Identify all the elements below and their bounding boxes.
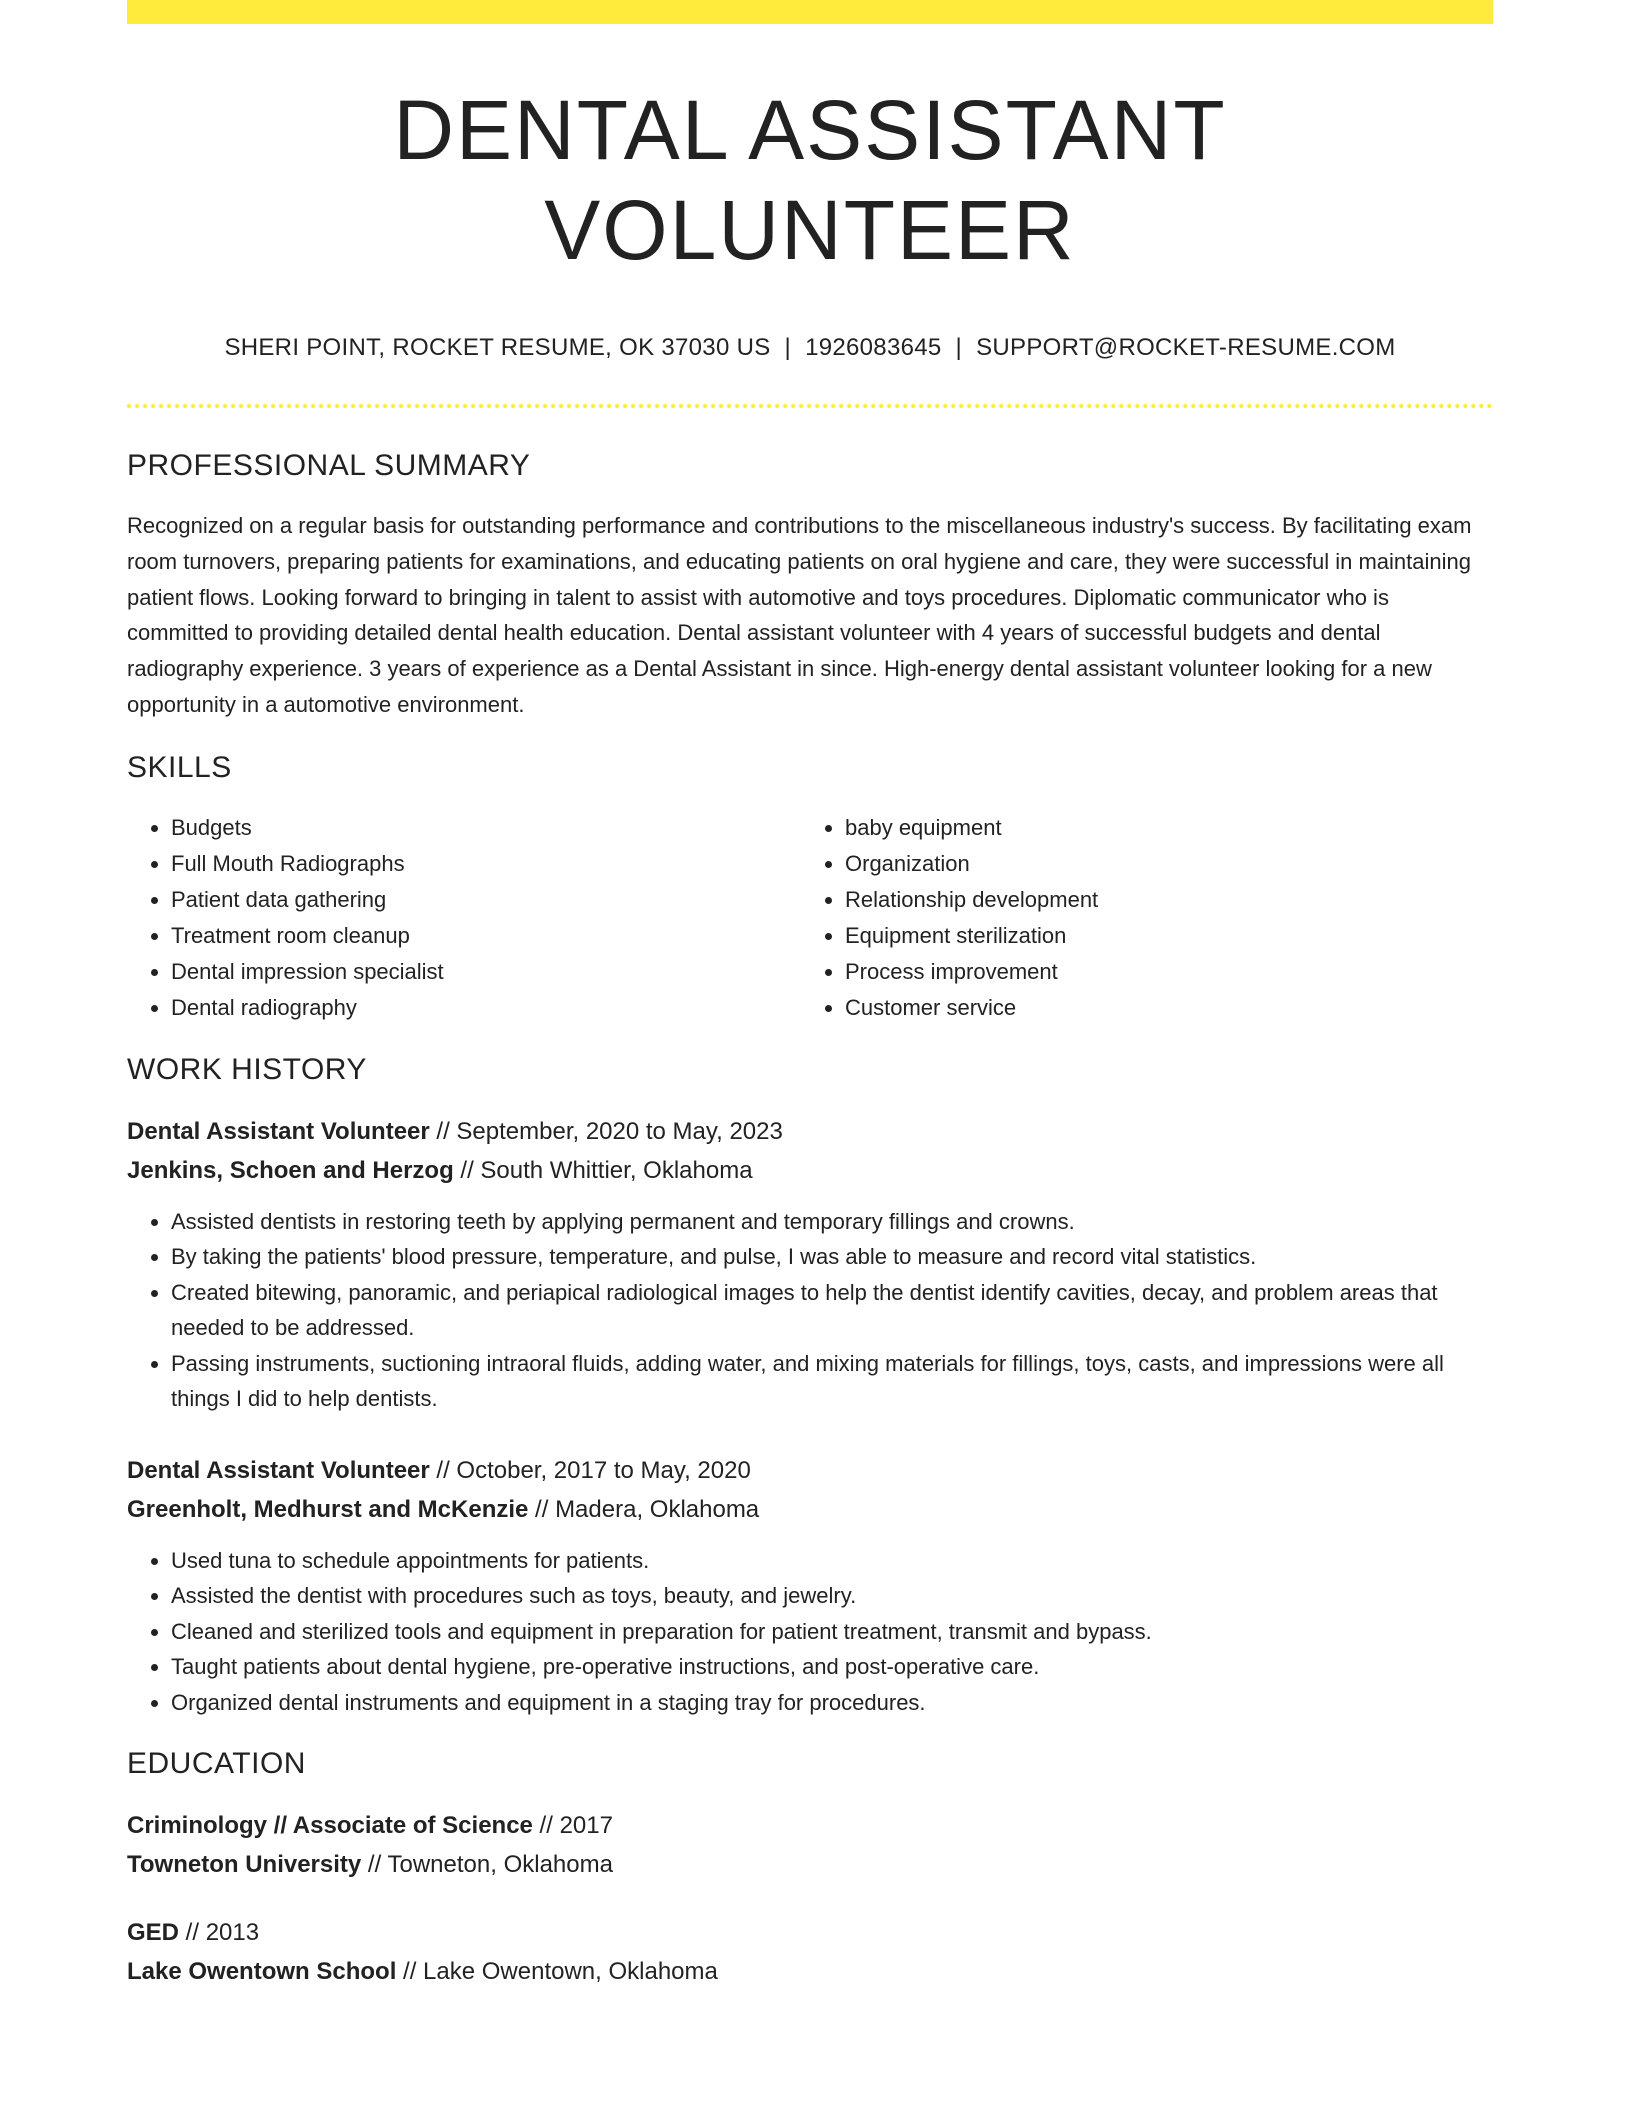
job-company-line [127, 1151, 1493, 1190]
job-bullet: • Organized dental instruments and equipment in a staging tray for procedures. [171, 1685, 1493, 1721]
education-school-line [127, 1952, 1493, 1991]
job-bullet: • Taught patients about dental hygiene, pre-operative instructions, and post-operative care. [171, 1649, 1493, 1685]
skill-item: • Customer service [845, 990, 1475, 1026]
skill-item: • Treatment room cleanup [171, 918, 801, 954]
education-degree-line [127, 1913, 1493, 1952]
skill-item: • Full Mouth Radiographs [171, 846, 801, 882]
work-history-heading: WORK HISTORY [127, 1052, 367, 1086]
skills-list [127, 810, 1493, 1026]
skill-item: • Relationship development [845, 882, 1475, 918]
education-school: Lake Owentown School [127, 1958, 397, 1986]
job-location: // South Whittier, Oklahoma [453, 1156, 753, 1184]
education-entry [127, 1913, 1493, 1991]
resume-page [127, 0, 1493, 1991]
education-degree: Criminology // Associate of Science [127, 1812, 533, 1840]
contact-separator: | [955, 334, 963, 361]
skill-item: • Budgets [171, 810, 801, 846]
contact-line [127, 332, 1493, 364]
skill-item: • Dental impression specialist [171, 954, 801, 990]
job-entry [127, 1112, 1493, 1417]
education-school: Towneton University [127, 1851, 362, 1879]
contact-phone: 1926083645 [805, 334, 942, 361]
skill-item: • baby equipment [845, 810, 1475, 846]
education-year: // 2013 [179, 1919, 260, 1947]
summary-heading: PROFESSIONAL SUMMARY [127, 449, 531, 482]
job-bullet: • Cleaned and sterilized tools and equipment in preparation for patient treatment, transmit and bypass. [171, 1614, 1493, 1650]
contact-address: SHERI POINT, ROCKET RESUME, OK 37030 US [224, 334, 771, 361]
contact-email: SUPPORT@ROCKET-RESUME.COM [976, 334, 1396, 361]
skill-item: • Organization [845, 846, 1475, 882]
job-role: Dental Assistant Volunteer [127, 1117, 430, 1145]
job-dates: // September, 2020 to May, 2023 [429, 1117, 783, 1145]
job-bullet: • Used tuna to schedule appointments for patients. [171, 1543, 1493, 1579]
resume-name: DENTAL ASSISTANT VOLUNTEER [393, 83, 1227, 277]
dotted-divider [127, 404, 1493, 408]
skill-item: • Dental radiography [171, 990, 801, 1026]
skills-column-right [801, 810, 1475, 1026]
job-bullet: • By taking the patients' blood pressure, temperature, and pulse, I was able to measure and record vital statistics. [171, 1239, 1493, 1275]
skills-column-left [127, 810, 801, 1026]
job-company: Greenholt, Medhurst and McKenzie [127, 1495, 529, 1523]
job-bullet: • Assisted the dentist with procedures such as toys, beauty, and jewelry. [171, 1578, 1493, 1614]
education-degree: GED [127, 1919, 180, 1947]
job-bullet: • Passing instruments, suctioning intraoral fluids, adding water, and mixing materials for fillings, toys, casts, and impressions were all things I did to help dentists. [171, 1346, 1493, 1417]
education-school-line [127, 1845, 1493, 1884]
education-location: // Towneton, Oklahoma [361, 1851, 613, 1879]
education-heading: EDUCATION [127, 1747, 306, 1781]
job-company-line [127, 1490, 1493, 1529]
job-bullets [127, 1204, 1493, 1417]
job-bullet: • Created bitewing, panoramic, and periapical radiological images to help the dentist identify cavities, decay, and problem areas that needed to be addressed. [171, 1275, 1493, 1346]
job-bullets [127, 1543, 1493, 1721]
education-entry [127, 1806, 1493, 1884]
skills-heading: SKILLS [127, 750, 232, 784]
job-role: Dental Assistant Volunteer [127, 1456, 430, 1484]
skill-item: • Patient data gathering [171, 882, 801, 918]
job-entry [127, 1451, 1493, 1721]
skill-item: • Equipment sterilization [845, 918, 1475, 954]
education-degree-line [127, 1806, 1493, 1845]
job-role-line [127, 1451, 1493, 1490]
contact-separator: | [784, 334, 792, 361]
job-dates: // October, 2017 to May, 2020 [429, 1456, 751, 1484]
job-bullet: • Assisted dentists in restoring teeth by applying permanent and temporary fillings and crowns. [171, 1204, 1493, 1240]
education-location: // Lake Owentown, Oklahoma [396, 1958, 718, 1986]
skill-item: • Process improvement [845, 954, 1475, 990]
education-year: // 2017 [532, 1812, 613, 1840]
summary-text: Recognized on a regular basis for outstanding performance and contributions to the miscellaneous industry's success. By facilitating exam room turnovers, preparing patients for examinations, and educating patients on oral hygiene and care, they were successful in maintaining patient flows. Looking forward to bringing in talent to assist with automotive and toys procedures. Diplomatic communicator who is committed to providing detailed dental health education. Dental assistant volunteer with 4 years of successful budgets and dental radiography experience. 3 years of experience as a Dental Assistant in since. High-energy dental assistant volunteer looking for a new opportunity in a automotive environment. [127, 513, 1472, 717]
job-role-line [127, 1112, 1493, 1151]
top-accent-bar [127, 0, 1493, 24]
job-location: // Madera, Oklahoma [528, 1495, 760, 1523]
job-company: Jenkins, Schoen and Herzog [127, 1156, 454, 1184]
